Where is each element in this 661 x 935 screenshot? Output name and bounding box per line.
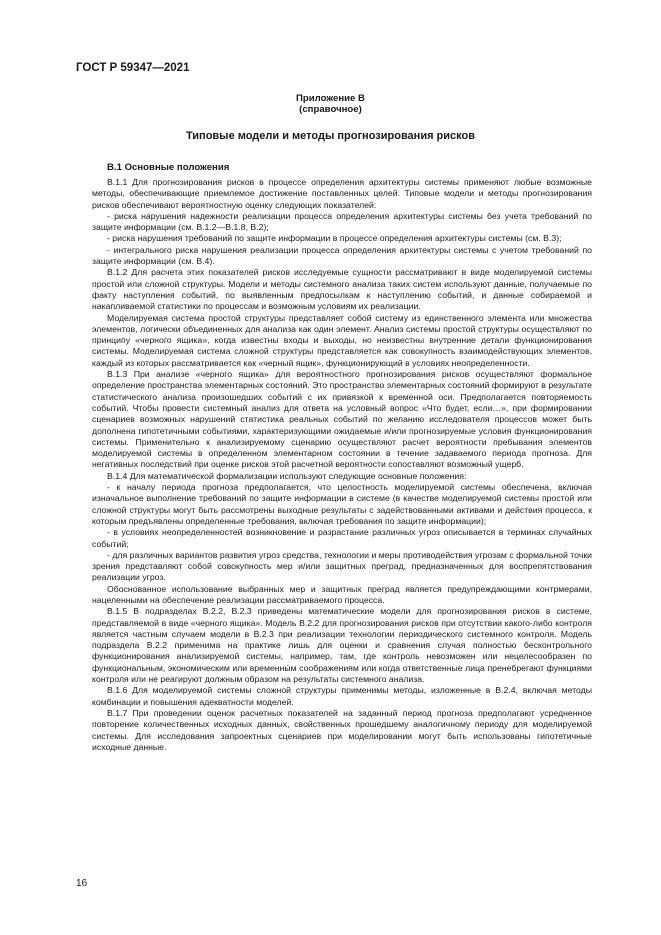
paragraph: - в условиях неопределенностей возникновение и разрастание различных угроз описывается в терминах случайных событий;	[92, 527, 592, 549]
paragraph: - для различных вариантов развития угроз средства, технологии и меры противодействия угрозам с формальной точки зрения представляют собой совокупность мер и/или защитных преград, предназначенных для воспрепятствования реализации угроз.	[92, 549, 592, 583]
paragraph: Обоснованное использование выбранных мер и защитных преград является предупреждающими контрмерами, нацеленными на обеспечение реализации рассматриваемого процесса.	[92, 583, 592, 605]
paragraph: В.1.6 Для моделируемой системы сложной структуры применимы методы, изложенные в В.2.4, включая методы комбинации и повышения адекватности моделей.	[92, 685, 592, 707]
document-code-header: ГОСТ Р 59347—2021	[76, 62, 190, 74]
paragraph: - к началу периода прогноза предполагается, что целостность моделируемой системы обеспечена, включая изначальное выполнение требований по защите информации в системе (в качестве моделируемой системы простой или сложной структуры могут быть рассмотрены выходные результаты с задействованными активами и действия процесса, к которым предъявлены определенные требования, включая требования по защите информации);	[92, 482, 592, 526]
paragraph: В.1.3 При анализе «черного ящика» для вероятностного прогнозирования рисков осуществляют формальное определение пространства элементарных состояний. Это пространство элементарных состояний формируют в результате статистического анализа произошедших событий с их привязкой к временной оси. Предполагается повторяемость событий. Чтобы провести системный анализ для ответа на условный вопрос «Что будет, если…», при формировании сценариев возможных нарушений статистика реальных событий по желанию исследователя процессов может быть дополнена гипотетичными событиями, характеризующими ожидаемые и/или прогнозируемые условия функционирования системы. Применительно к анализируемому сценарию осуществляют расчет вероятности пребывания элементов моделируемой системы в определенном элементарном состоянии в течение задаваемого периода прогноза. Для негативных последствий при оценке рисков этой расчетной вероятности сопоставляют возможный ущерб.	[92, 369, 592, 470]
paragraph: - риска нарушения требований по защите информации в процессе определения архитектуры системы (см. В.3);	[107, 233, 562, 244]
paragraph: В.1.5 В подразделах В.2.2, В.2.3 приведены математические модели для прогнозирования рисков в системе, представляемой в виде «черного ящика». Модель В.2.2 для прогнозирования рисков при отсутствии какого-либо контроля является частным случаем модели в В.2.3 при реализации технологии периодического системного контроля. Модель подраздела В.2.2 применима на практике лишь для оценки и сравнения случая полностью бесконтрольного функционирования анализируемой системы, например, там, где контроль невозможен или нецелесообразен по функциональным, экономическим или временны́м соображениям или когда ответственные лица пренебрегают функциями контроля или не реагируют должным образом на результаты системного анализа.	[92, 606, 592, 685]
annex-title: Приложение В	[296, 93, 365, 104]
paragraph: - риска нарушения надежности реализации процесса определения архитектуры системы без учета требований по защите информации (см. В.1.2—В.1.8, В.2);	[92, 210, 592, 233]
annex-heading: Типовые модели и методы прогнозирования рисков	[185, 130, 475, 142]
paragraph: В.1.2 Для расчета этих показателей рисков исследуемые сущности рассматривают в виде моделируемой системы простой или сложной структуры. Модели и методы системного анализа таких систем используют данные, получаемые по факту наступления событий, по выявленным предпосылкам к наступлению событий, и данные собираемой и накапливаемой статистики по процессам и возможным условиям их реализации.	[92, 267, 592, 312]
annex-subtitle: (справочное)	[299, 104, 362, 115]
paragraph: В.1.1 Для прогнозирования рисков в процессе определения архитектуры системы применяют любые возможные методы, обеспечивающие приемлемое достижение поставленных целей. Типовые модели и методы прогнозирования рисков обеспечивают вероятностную оценку следующих показателей:	[92, 177, 592, 210]
body-text	[92, 177, 592, 753]
section-heading: В.1 Основные положения	[107, 162, 230, 173]
paragraph: В.1.7 При проведении оценок расчетных показателей на заданный период прогноза предполагают усредненное повторение количественных исходных данных, свойственных прошедшему аналогичному периоду для моделируемой системы. Для исследования запроектных сценариев при моделировании могут быть использованы гипотетичные исходные данные.	[92, 707, 592, 752]
paragraph: В.1.4 Для математической формализации используют следующие основные положения:	[107, 470, 467, 481]
paragraph: - интегрального риска нарушения реализации процесса определения архитектуры системы с учетом требований по защите информации (см. В.4).	[92, 244, 592, 267]
paragraph: Моделируемая система простой структуры представляет собой систему из единственного элемента или множества элементов, логически объединенных для анализа как один элемент. Анализ системы простой структуры осуществляют по принципу «черного ящика», когда известны входы и выходы, но неизвестны внутренние детали функционирования системы. Моделируемая система сложной структуры представляется как совокупность взаимодействующих элементов, каждый из которых рассматривается как «черный ящик», функционирующий в условиях неопределенности.	[92, 312, 592, 368]
page-number: 16	[76, 878, 88, 889]
